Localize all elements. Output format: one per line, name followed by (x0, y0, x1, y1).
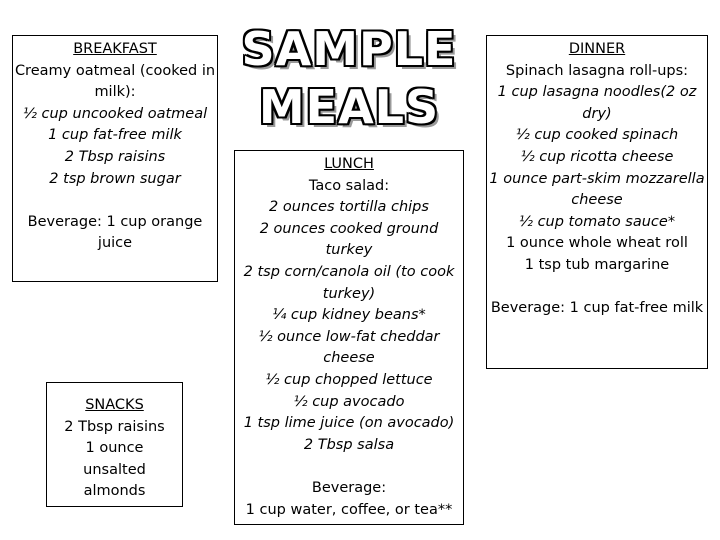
lunch-beverage-label: Beverage: (311, 479, 387, 496)
lunch-ingredient: 2 Tbsp salsa (303, 436, 395, 453)
snack-item: 2 Tbsp raisins (64, 418, 165, 435)
lunch-ingredient: ½ ounce low-fat cheddar cheese (258, 328, 440, 367)
page-title (234, 20, 464, 136)
dinner-ingredient: ½ cup ricotta cheese (520, 148, 674, 165)
lunch-ingredient: ½ cup chopped lettuce (265, 371, 433, 388)
lunch-box (234, 150, 464, 525)
dinner-extra: 1 tsp tub margarine (524, 256, 670, 273)
lunch-ingredient: 2 ounces cooked ground turkey (259, 220, 439, 259)
breakfast-ingredient: 2 tsp brown sugar (49, 170, 181, 187)
breakfast-heading: BREAKFAST (73, 41, 157, 57)
dinner-ingredient: ½ cup cooked spinach (515, 127, 679, 144)
breakfast-ingredient: 1 cup fat-free milk (48, 127, 182, 144)
breakfast-box (12, 35, 218, 282)
lunch-ingredient: 1 tsp lime juice (on avocado) (243, 415, 455, 432)
snacks-box (46, 382, 183, 507)
dinner-ingredient: 1 cup lasagna noodles(2 oz dry) (497, 84, 697, 122)
dinner-extra: 1 ounce whole wheat roll (506, 235, 688, 252)
lunch-ingredient: ½ cup avocado (293, 393, 405, 410)
snack-item: unsalted (83, 461, 146, 478)
lunch-heading: LUNCH (324, 156, 374, 172)
dinner-heading: DINNER (568, 41, 626, 57)
dinner-ingredient: ½ cup tomato sauce* (518, 213, 676, 230)
lunch-ingredient: ¼ cup kidney beans* (272, 307, 426, 324)
lunch-dish: Taco salad: (308, 177, 390, 194)
dinner-beverage: Beverage: 1 cup fat-free milk (490, 300, 704, 317)
lunch-ingredient: 2 ounces tortilla chips (269, 199, 429, 216)
breakfast-ingredient: 2 Tbsp raisins (64, 148, 166, 165)
dinner-box (486, 35, 708, 369)
lunch-ingredient: 2 tsp corn/canola oil (to cook turkey) (243, 263, 455, 302)
snack-item: 1 ounce (85, 440, 144, 457)
snack-item: almonds (83, 483, 146, 500)
dinner-ingredient: 1 ounce part-skim mozzarella cheese (489, 170, 705, 209)
breakfast-beverage: Beverage: 1 cup orange juice (27, 213, 203, 252)
title-line-1: SAMPLE (241, 22, 457, 76)
title-line-2: MEALS (258, 80, 440, 134)
breakfast-dish: Creamy oatmeal (cooked in milk): (14, 62, 216, 101)
lunch-beverage: 1 cup water, coffee, or tea** (245, 501, 453, 518)
breakfast-ingredient: ½ cup uncooked oatmeal (22, 105, 208, 122)
dinner-dish: Spinach lasagna roll-ups: (505, 62, 689, 79)
snacks-heading: SNACKS (85, 397, 144, 413)
